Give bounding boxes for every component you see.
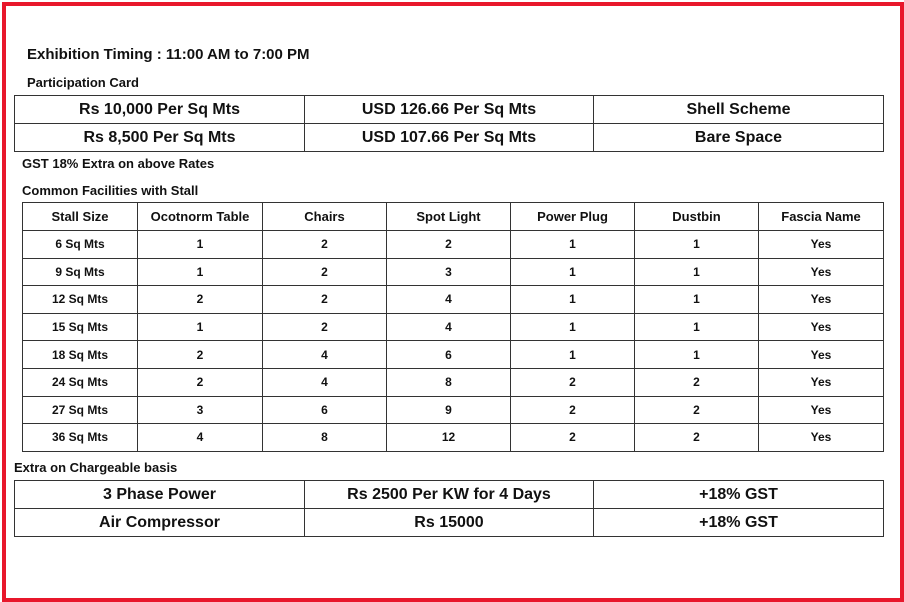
column-header: Power Plug bbox=[511, 203, 635, 231]
table-cell: 2 bbox=[635, 424, 759, 452]
table-row bbox=[23, 424, 884, 452]
table-cell: Yes bbox=[759, 396, 884, 424]
extra-charges-table bbox=[14, 480, 884, 537]
table-cell: Yes bbox=[759, 313, 884, 341]
participation-table bbox=[14, 95, 884, 152]
gst-note: GST 18% Extra on above Rates bbox=[22, 156, 215, 171]
facilities-table bbox=[22, 202, 884, 452]
extra-chargeable-title: Extra on Chargeable basis bbox=[14, 460, 178, 475]
table-cell: 9 Sq Mts bbox=[23, 258, 138, 286]
table-cell: 24 Sq Mts bbox=[23, 368, 138, 396]
table-cell: 4 bbox=[387, 286, 511, 314]
table-cell: 18 Sq Mts bbox=[23, 341, 138, 369]
table-cell: USD 107.66 Per Sq Mts bbox=[305, 124, 594, 152]
table-cell: 4 bbox=[387, 313, 511, 341]
table-row bbox=[23, 341, 884, 369]
table-row bbox=[23, 396, 884, 424]
table-row bbox=[23, 313, 884, 341]
table-cell: Shell Scheme bbox=[594, 96, 884, 124]
table-cell: 6 bbox=[387, 341, 511, 369]
table-row bbox=[15, 481, 884, 509]
table-cell: 15 Sq Mts bbox=[23, 313, 138, 341]
table-cell: Rs 15000 bbox=[305, 509, 594, 537]
table-cell: 2 bbox=[635, 368, 759, 396]
table-cell: 3 bbox=[138, 396, 263, 424]
table-cell: 1 bbox=[635, 286, 759, 314]
table-row bbox=[23, 286, 884, 314]
table-cell: 2 bbox=[635, 396, 759, 424]
table-cell: 2 bbox=[263, 313, 387, 341]
table-cell: 6 bbox=[263, 396, 387, 424]
table-cell: 1 bbox=[138, 258, 263, 286]
table-row bbox=[15, 96, 884, 124]
table-cell: 3 bbox=[387, 258, 511, 286]
table-cell: Rs 8,500 Per Sq Mts bbox=[15, 124, 305, 152]
table-cell: Rs 10,000 Per Sq Mts bbox=[15, 96, 305, 124]
table-cell: 2 bbox=[511, 368, 635, 396]
table-cell: 1 bbox=[635, 313, 759, 341]
column-header: Fascia Name bbox=[759, 203, 884, 231]
table-cell: USD 126.66 Per Sq Mts bbox=[305, 96, 594, 124]
table-cell: 9 bbox=[387, 396, 511, 424]
table-cell: 8 bbox=[387, 368, 511, 396]
table-cell: 12 Sq Mts bbox=[23, 286, 138, 314]
column-header: Dustbin bbox=[635, 203, 759, 231]
table-row bbox=[15, 509, 884, 537]
participation-card-title: Participation Card bbox=[27, 75, 139, 90]
table-cell: 1 bbox=[138, 313, 263, 341]
table-cell: 1 bbox=[511, 286, 635, 314]
table-cell: 2 bbox=[511, 424, 635, 452]
table-cell: 2 bbox=[138, 368, 263, 396]
table-header-row bbox=[23, 203, 884, 231]
table-cell: 6 Sq Mts bbox=[23, 231, 138, 259]
exhibition-timing: Exhibition Timing : 11:00 AM to 7:00 PM bbox=[27, 46, 310, 63]
table-cell: 2 bbox=[387, 231, 511, 259]
table-cell: 4 bbox=[263, 368, 387, 396]
column-header: Ocotnorm Table bbox=[138, 203, 263, 231]
table-cell: Yes bbox=[759, 231, 884, 259]
table-cell: Yes bbox=[759, 341, 884, 369]
table-cell: 4 bbox=[263, 341, 387, 369]
table-cell: Yes bbox=[759, 286, 884, 314]
table-cell: 8 bbox=[263, 424, 387, 452]
table-cell: 2 bbox=[138, 286, 263, 314]
table-row bbox=[23, 368, 884, 396]
table-cell: 36 Sq Mts bbox=[23, 424, 138, 452]
column-header: Spot Light bbox=[387, 203, 511, 231]
table-cell: Rs 2500 Per KW for 4 Days bbox=[305, 481, 594, 509]
table-cell: 2 bbox=[263, 231, 387, 259]
table-cell: Air Compressor bbox=[15, 509, 305, 537]
table-cell: Yes bbox=[759, 424, 884, 452]
table-cell: 1 bbox=[138, 231, 263, 259]
table-cell: 2 bbox=[263, 258, 387, 286]
table-cell: 27 Sq Mts bbox=[23, 396, 138, 424]
table-cell: 1 bbox=[511, 231, 635, 259]
table-cell: Yes bbox=[759, 368, 884, 396]
table-cell: 2 bbox=[511, 396, 635, 424]
table-cell: 3 Phase Power bbox=[15, 481, 305, 509]
facilities-title: Common Facilities with Stall bbox=[22, 183, 199, 198]
table-row bbox=[23, 258, 884, 286]
table-row bbox=[23, 231, 884, 259]
table-cell: +18% GST bbox=[594, 509, 884, 537]
table-cell: 1 bbox=[635, 258, 759, 286]
table-cell: 1 bbox=[635, 231, 759, 259]
table-cell: 1 bbox=[511, 313, 635, 341]
table-cell: 1 bbox=[511, 258, 635, 286]
table-cell: Yes bbox=[759, 258, 884, 286]
table-cell: 2 bbox=[138, 341, 263, 369]
table-cell: 1 bbox=[511, 341, 635, 369]
table-cell: +18% GST bbox=[594, 481, 884, 509]
table-row bbox=[15, 124, 884, 152]
table-cell: 12 bbox=[387, 424, 511, 452]
column-header: Chairs bbox=[263, 203, 387, 231]
table-cell: Bare Space bbox=[594, 124, 884, 152]
table-cell: 4 bbox=[138, 424, 263, 452]
table-cell: 2 bbox=[263, 286, 387, 314]
table-cell: 1 bbox=[635, 341, 759, 369]
column-header: Stall Size bbox=[23, 203, 138, 231]
